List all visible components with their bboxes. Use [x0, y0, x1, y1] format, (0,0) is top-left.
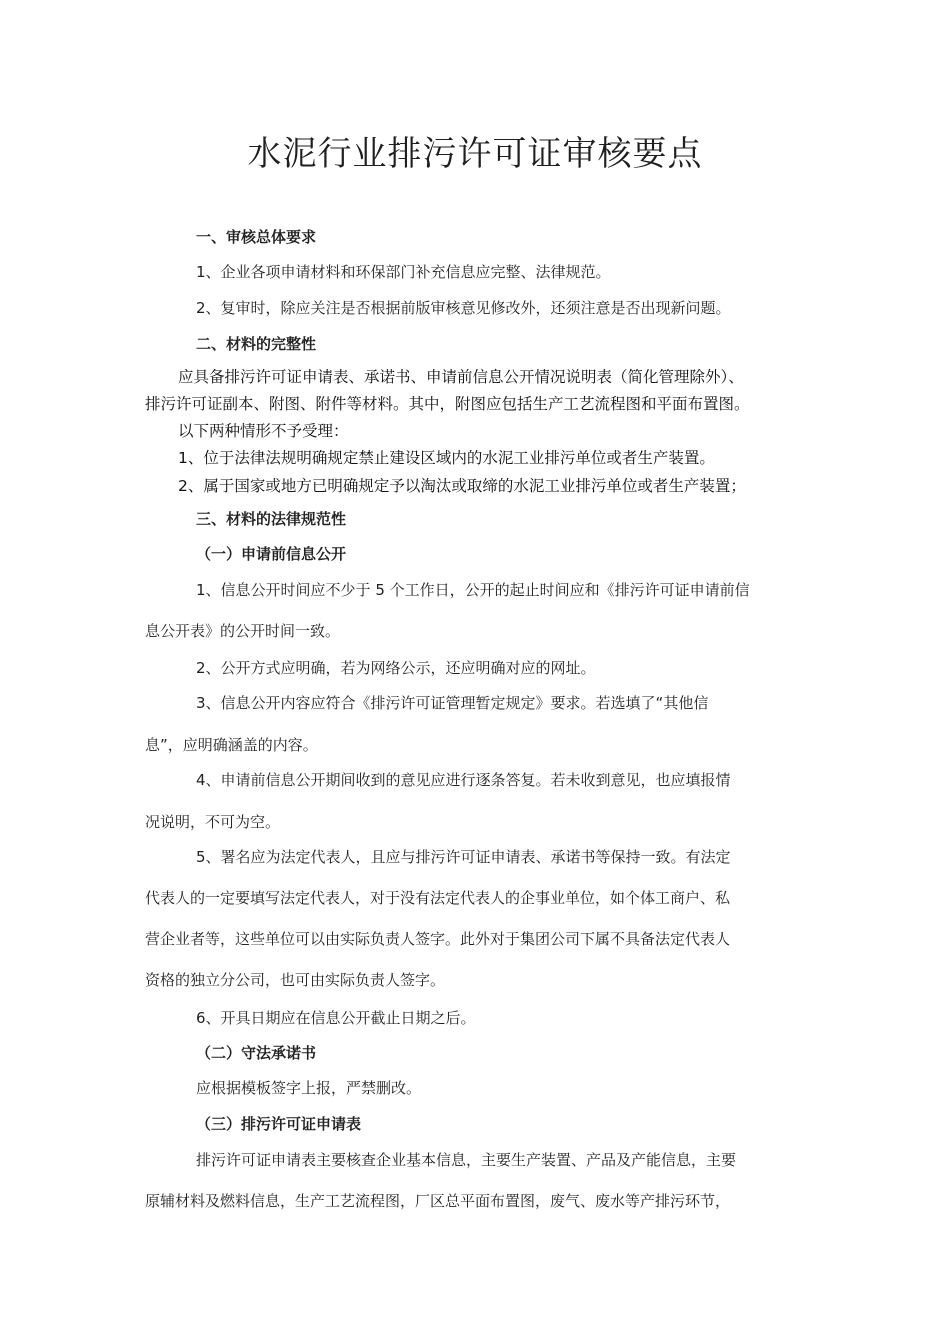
paragraph-line: 排污许可证副本、附图、附件等材料。其中，附图应包括生产工艺流程图和平面布置图。 [145, 395, 750, 413]
paragraph-line: 2、复审时，除应关注是否根据前版审核意见修改外，还须注意是否出现新问题。 [196, 299, 731, 317]
paragraph-line: 1、位于法律法规明确规定禁止建设区域内的水泥工业排污单位或者生产装置。 [178, 449, 715, 467]
paragraph-line: 以下两种情形不予受理： [178, 422, 349, 440]
paragraph-line: 6、开具日期应在信息公开截止日期之后。 [196, 1009, 476, 1027]
section-heading-1: 一、审核总体要求 [196, 228, 317, 246]
section-heading-2: 二、材料的完整性 [196, 335, 317, 353]
subsection-heading-3: （三）排污许可证申请表 [196, 1115, 362, 1133]
paragraph-line: 应根据模板签字上报，严禁删改。 [196, 1079, 422, 1097]
paragraph-line: 代表人的一定要填写法定代表人，对于没有法定代表人的企事业单位，如个体工商户、私 [145, 889, 731, 907]
section-heading-3: 三、材料的法律规范性 [196, 510, 347, 528]
paragraph-line: 资格的独立分公司，也可由实际负责人签字。 [145, 971, 446, 989]
paragraph-line: 应具备排污许可证申请表、承诺书、申请前信息公开情况说明表（简化管理除外）、 [178, 368, 744, 386]
paragraph-line: 息公开表》的公开时间一致。 [145, 622, 341, 640]
paragraph-line: 4、申请前信息公开期间收到的意见应进行逐条答复。若未收到意见，也应填报情 [196, 771, 731, 789]
paragraph-line: 原辅材料及燃料信息，生产工艺流程图，厂区总平面布置图，废气、废水等产排污环节， [145, 1192, 731, 1210]
subsection-heading-1: （一）申请前信息公开 [196, 545, 347, 563]
paragraph-line: 1、企业各项申请材料和环保部门补充信息应完整、法律规范。 [196, 263, 611, 281]
paragraph-line: 况说明，不可为空。 [145, 813, 281, 831]
document-title: 水泥行业排污许可证审核要点 [247, 134, 703, 174]
paragraph-line: 2、属于国家或地方已明确规定予以淘汰或取缔的水泥工业排污单位或者生产装置； [178, 477, 746, 495]
subsection-heading-2: （二）守法承诺书 [196, 1044, 317, 1062]
paragraph-line: 1、信息公开时间应不少于 5 个工作日，公开的起止时间应和《排污许可证申请前信 [196, 581, 750, 599]
paragraph-line: 2、公开方式应明确，若为网络公示，还应明确对应的网址。 [196, 659, 596, 677]
paragraph-line: 营企业者等，这些单位可以由实际负责人签字。此外对于集团公司下属不具备法定代表人 [145, 930, 731, 948]
paragraph-line: 5、署名应为法定代表人，且应与排污许可证申请表、承诺书等保持一致。有法定 [196, 848, 731, 866]
paragraph-line: 排污许可证申请表主要核查企业基本信息，主要生产装置、产品及产能信息，主要 [196, 1151, 737, 1169]
paragraph-line: 息”，应明确涵盖的内容。 [145, 736, 318, 754]
paragraph-line: 3、信息公开内容应符合《排污许可证管理暂定规定》要求。若选填了“其他信 [196, 694, 709, 712]
